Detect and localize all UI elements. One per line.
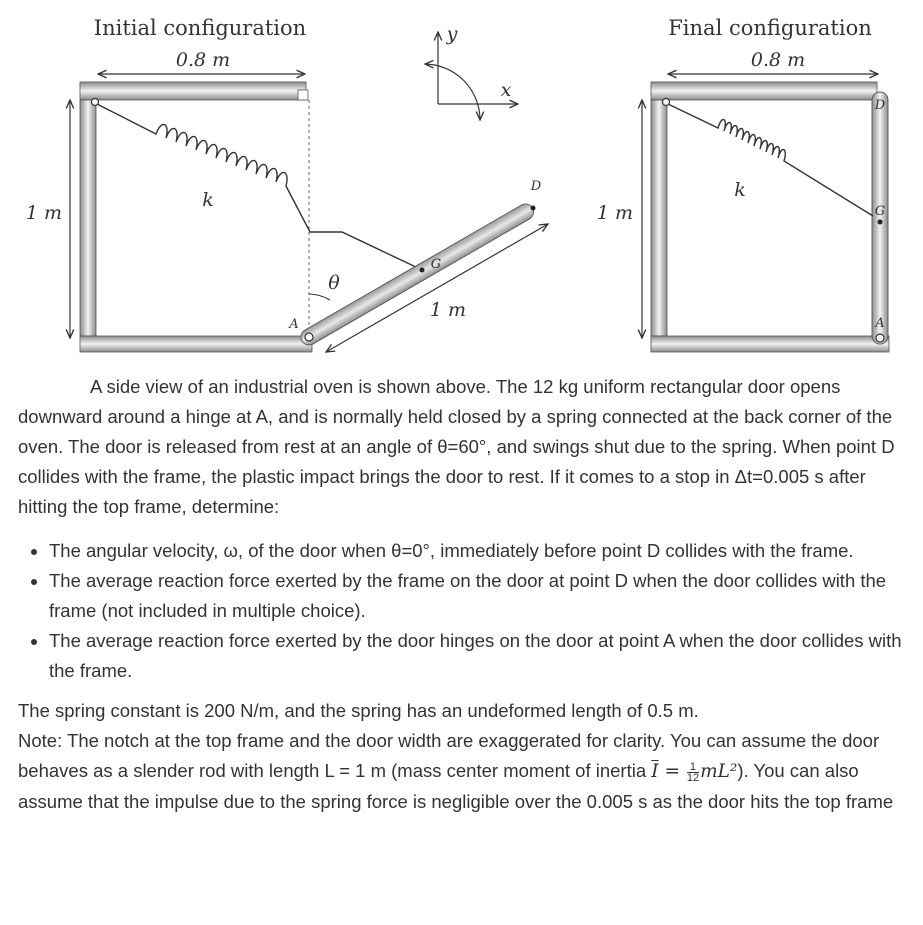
initial-hinge-a: [305, 333, 313, 341]
spring-info: The spring constant is 200 N/m, and the spring has an undeformed length of 0.5 m.: [18, 700, 699, 721]
inertia-symbol: $\overline{I}$: [651, 761, 659, 782]
task-item: • The angular velocity, ω, of the door when θ=0°, immediately before point D collides with the frame.: [49, 536, 903, 566]
final-point-a-label: A: [875, 316, 885, 331]
problem-statement: [18, 372, 903, 817]
problem-intro: A side view of an industrial oven is shown above. The 12 kg uniform rectangular door opens downward around a hinge at A, and is normally held closed by a spring connected at the back corner of the oven. The door is released from rest at an angle of θ=60°, and swings shut due to the spring. When point D collides with the frame, the plastic impact brings the door to rest. If it comes to a stop in Δt=0.005 s after hitting the top frame, determine:: [18, 376, 895, 517]
final-spring: [668, 104, 873, 216]
initial-frame-left: [80, 100, 96, 336]
rotation-direction-arc: [425, 64, 480, 120]
final-title: Final configuration: [668, 16, 872, 40]
initial-configuration-diagram: [26, 16, 548, 352]
initial-point-d-label: D: [530, 179, 542, 194]
initial-point-d-dot: [531, 206, 536, 211]
task-item: • The average reaction force exerted by the door hinges on the door at point A when the door collides with the frame.: [49, 626, 903, 686]
final-frame-top: [651, 82, 877, 100]
task-list: [18, 536, 903, 686]
task-item: • The average reaction force exerted by the frame on the door at point D when the door collides with the frame (not included in multiple choice).: [49, 566, 903, 626]
final-frame-bottom: [651, 336, 889, 352]
inertia-fraction: [687, 762, 699, 783]
final-width-label: 0.8 m: [750, 49, 806, 71]
initial-door-length-label: 1 m: [429, 299, 467, 321]
final-frame-left: [651, 100, 667, 336]
initial-frame-top: [80, 82, 306, 100]
initial-angle-label: θ: [328, 272, 340, 294]
problem-figure: [0, 0, 923, 370]
fraction-denominator: 12: [686, 771, 700, 784]
initial-frame-bottom: [80, 336, 312, 352]
initial-door-length-dimension: [326, 224, 548, 352]
y-axis-label: y: [446, 23, 458, 45]
inertia-rhs: mL²: [700, 761, 738, 782]
final-point-g-label: G: [874, 204, 886, 219]
fraction-numerator: 1: [687, 762, 699, 773]
final-configuration-diagram: [597, 16, 889, 352]
initial-height-label: 1 m: [25, 202, 63, 224]
inertia-equals: =: [658, 761, 686, 782]
initial-point-g-label: G: [430, 257, 442, 272]
coordinate-axes: [425, 23, 518, 120]
initial-title: Initial configuration: [93, 16, 307, 40]
initial-point-g-dot: [420, 268, 425, 273]
final-point-d-label: D: [874, 98, 886, 113]
initial-frame-notch: [298, 90, 308, 100]
final-hinge-a: [876, 334, 884, 342]
final-point-g-dot: [878, 220, 883, 225]
note-part-1: Note: The notch at the top frame and the door width are exaggerated for clarity. You can assume the door behaves as a slender rod with length L = 1 m (mass center moment of inertia: [18, 730, 880, 781]
final-spring-label: k: [734, 179, 746, 201]
initial-spring: [97, 104, 418, 268]
final-height-label: 1 m: [596, 202, 634, 224]
initial-spring-label: k: [202, 189, 214, 211]
initial-angle-arc: [309, 294, 330, 300]
note-part-2: ). You can also assume that the impulse due to the spring force is negligible over the 0.005 s as the door hits the top frame: [18, 760, 894, 812]
initial-width-label: 0.8 m: [175, 49, 231, 71]
x-axis-label: x: [500, 79, 512, 101]
note-paragraph: [18, 726, 903, 817]
initial-point-a-label: A: [289, 317, 299, 332]
